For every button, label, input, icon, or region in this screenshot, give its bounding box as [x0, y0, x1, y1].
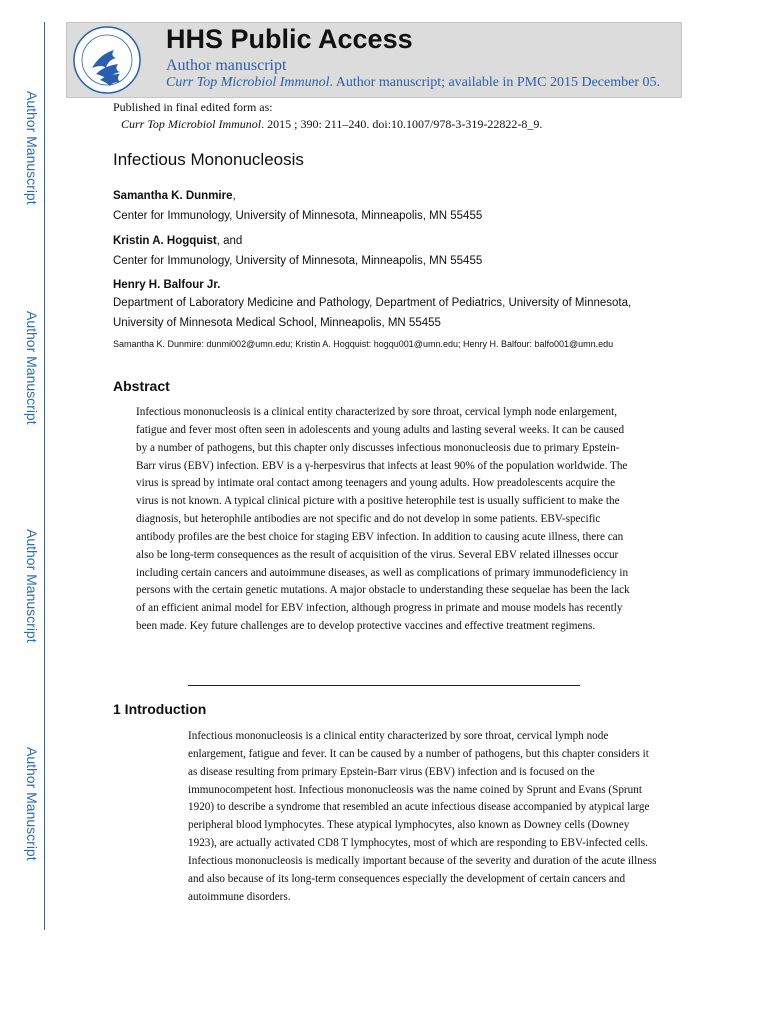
availability-text: . Author manuscript; available in PMC 2015 December 05.	[329, 75, 660, 90]
author-name-line	[113, 190, 236, 202]
author-name: Kristin A. Hogquist	[113, 235, 217, 247]
journal-name: Curr Top Microbiol Immunol	[121, 117, 262, 131]
abstract-heading: Abstract	[113, 378, 170, 394]
author-suffix: ,	[232, 190, 236, 202]
author-affiliation: Department of Laboratory Medicine and Pathology, Department of Pediatrics, University of Minnesota, University of Minnesota Medical School, Minneapolis, MN 55455	[113, 297, 632, 329]
author-manuscript-label: Author manuscript	[166, 57, 287, 74]
author-name: Henry H. Balfour Jr.	[113, 279, 221, 291]
author-affiliation: Center for Immunology, University of Minnesota, Minneapolis, MN 55455	[113, 255, 483, 267]
hhs-eagle-seal-icon	[70, 24, 144, 96]
citation-details: . 2015 ; 390: 211–240. doi:10.1007/978-3-319-22822-8_9.	[261, 117, 543, 131]
sidebar-label-author-manuscript: Author Manuscript	[24, 747, 40, 861]
paper-title: Infectious Mononucleosis	[113, 150, 304, 169]
introduction-body: Infectious mononucleosis is a clinical entity characterized by sore throat, cervical lymph node enlargement, fatigue and fever. It can be caused by a number of pathogens, but this chapter considers it as disease resulting from primary Epstein-Barr virus (EBV) infection and is focused on the immunocompetent host. Infectious mononucleosis was the name coined by Sprunt and Evans (Sprunt 1920) to describe a syndrome that resembled an acute infectious disease accompanied by atypical large peripheral blood lymphocytes. These atypical lymphocytes, also known as Downey cells (Downey 1923), are actually activated CD8 T lymphocytes, most of which are responding to EBV-infected cells. Infectious mononucleosis is medically important because of the severity and duration of the acute illness and also because of its long-term consequences especially the development of certain cancers and autoimmune disorders.	[188, 730, 657, 903]
sidebar-label-author-manuscript: Author Manuscript	[24, 529, 40, 643]
availability-citation	[166, 75, 660, 91]
publication-citation	[121, 117, 542, 132]
journal-name: Curr Top Microbiol Immunol	[166, 75, 330, 90]
published-note: Published in final edited form as:	[113, 100, 273, 114]
introduction-heading: 1 Introduction	[113, 701, 207, 717]
author-name-line	[113, 279, 220, 291]
author-suffix: , and	[216, 235, 243, 247]
section-divider	[188, 685, 580, 686]
sidebar-rule	[44, 22, 45, 930]
author-name: Samantha K. Dunmire	[113, 190, 233, 202]
banner-title: HHS Public Access	[166, 24, 413, 54]
abstract-body: Infectious mononucleosis is a clinical entity characterized by sore throat, cervical lymph node enlargement, fatigue and fever most often seen in adolescents and young adults and lasting several weeks. It can be caused by a number of pathogens, but this chapter only discusses infectious mononucleosis due to primary Epstein-Barr virus (EBV) infection. EBV is a γ-herpesvirus that infects at least 90% of the population worldwide. The virus is spread by intimate oral contact among teenagers and young adults. How preadolescents acquire the virus is not known. A typical clinical picture with a positive heterophile test is usually sufficient to make the diagnosis, but heterophile antibodies are not specific and do not develop in some patients. EBV-specific antibody profiles are the best choice for staging EBV infection. In addition to causing acute illness, there can also be long-term consequences as the result of acquisition of the virus. Several EBV related illnesses occur including certain cancers and autoimmune diseases, as well as complications of primary immunodeficiency in persons with the certain genetic mutations. A major obstacle to understanding these sequelae has been the lack of an efficient animal model for EBV infection, although progress in primate and mouse models has recently been made. Key future challenges are to develop protective vaccines and effective treatment regimens.	[136, 406, 630, 633]
sidebar-label-author-manuscript: Author Manuscript	[24, 311, 40, 425]
author-name-line	[113, 235, 242, 247]
author-affiliation: Center for Immunology, University of Minnesota, Minneapolis, MN 55455	[113, 210, 483, 222]
sidebar-label-author-manuscript: Author Manuscript	[24, 91, 40, 205]
author-emails: Samantha K. Dunmire: dunmi002@umn.edu; Kristin A. Hogquist: hogqu001@umn.edu; Henry H. Balfour: balfo001@umn.edu	[113, 339, 614, 349]
